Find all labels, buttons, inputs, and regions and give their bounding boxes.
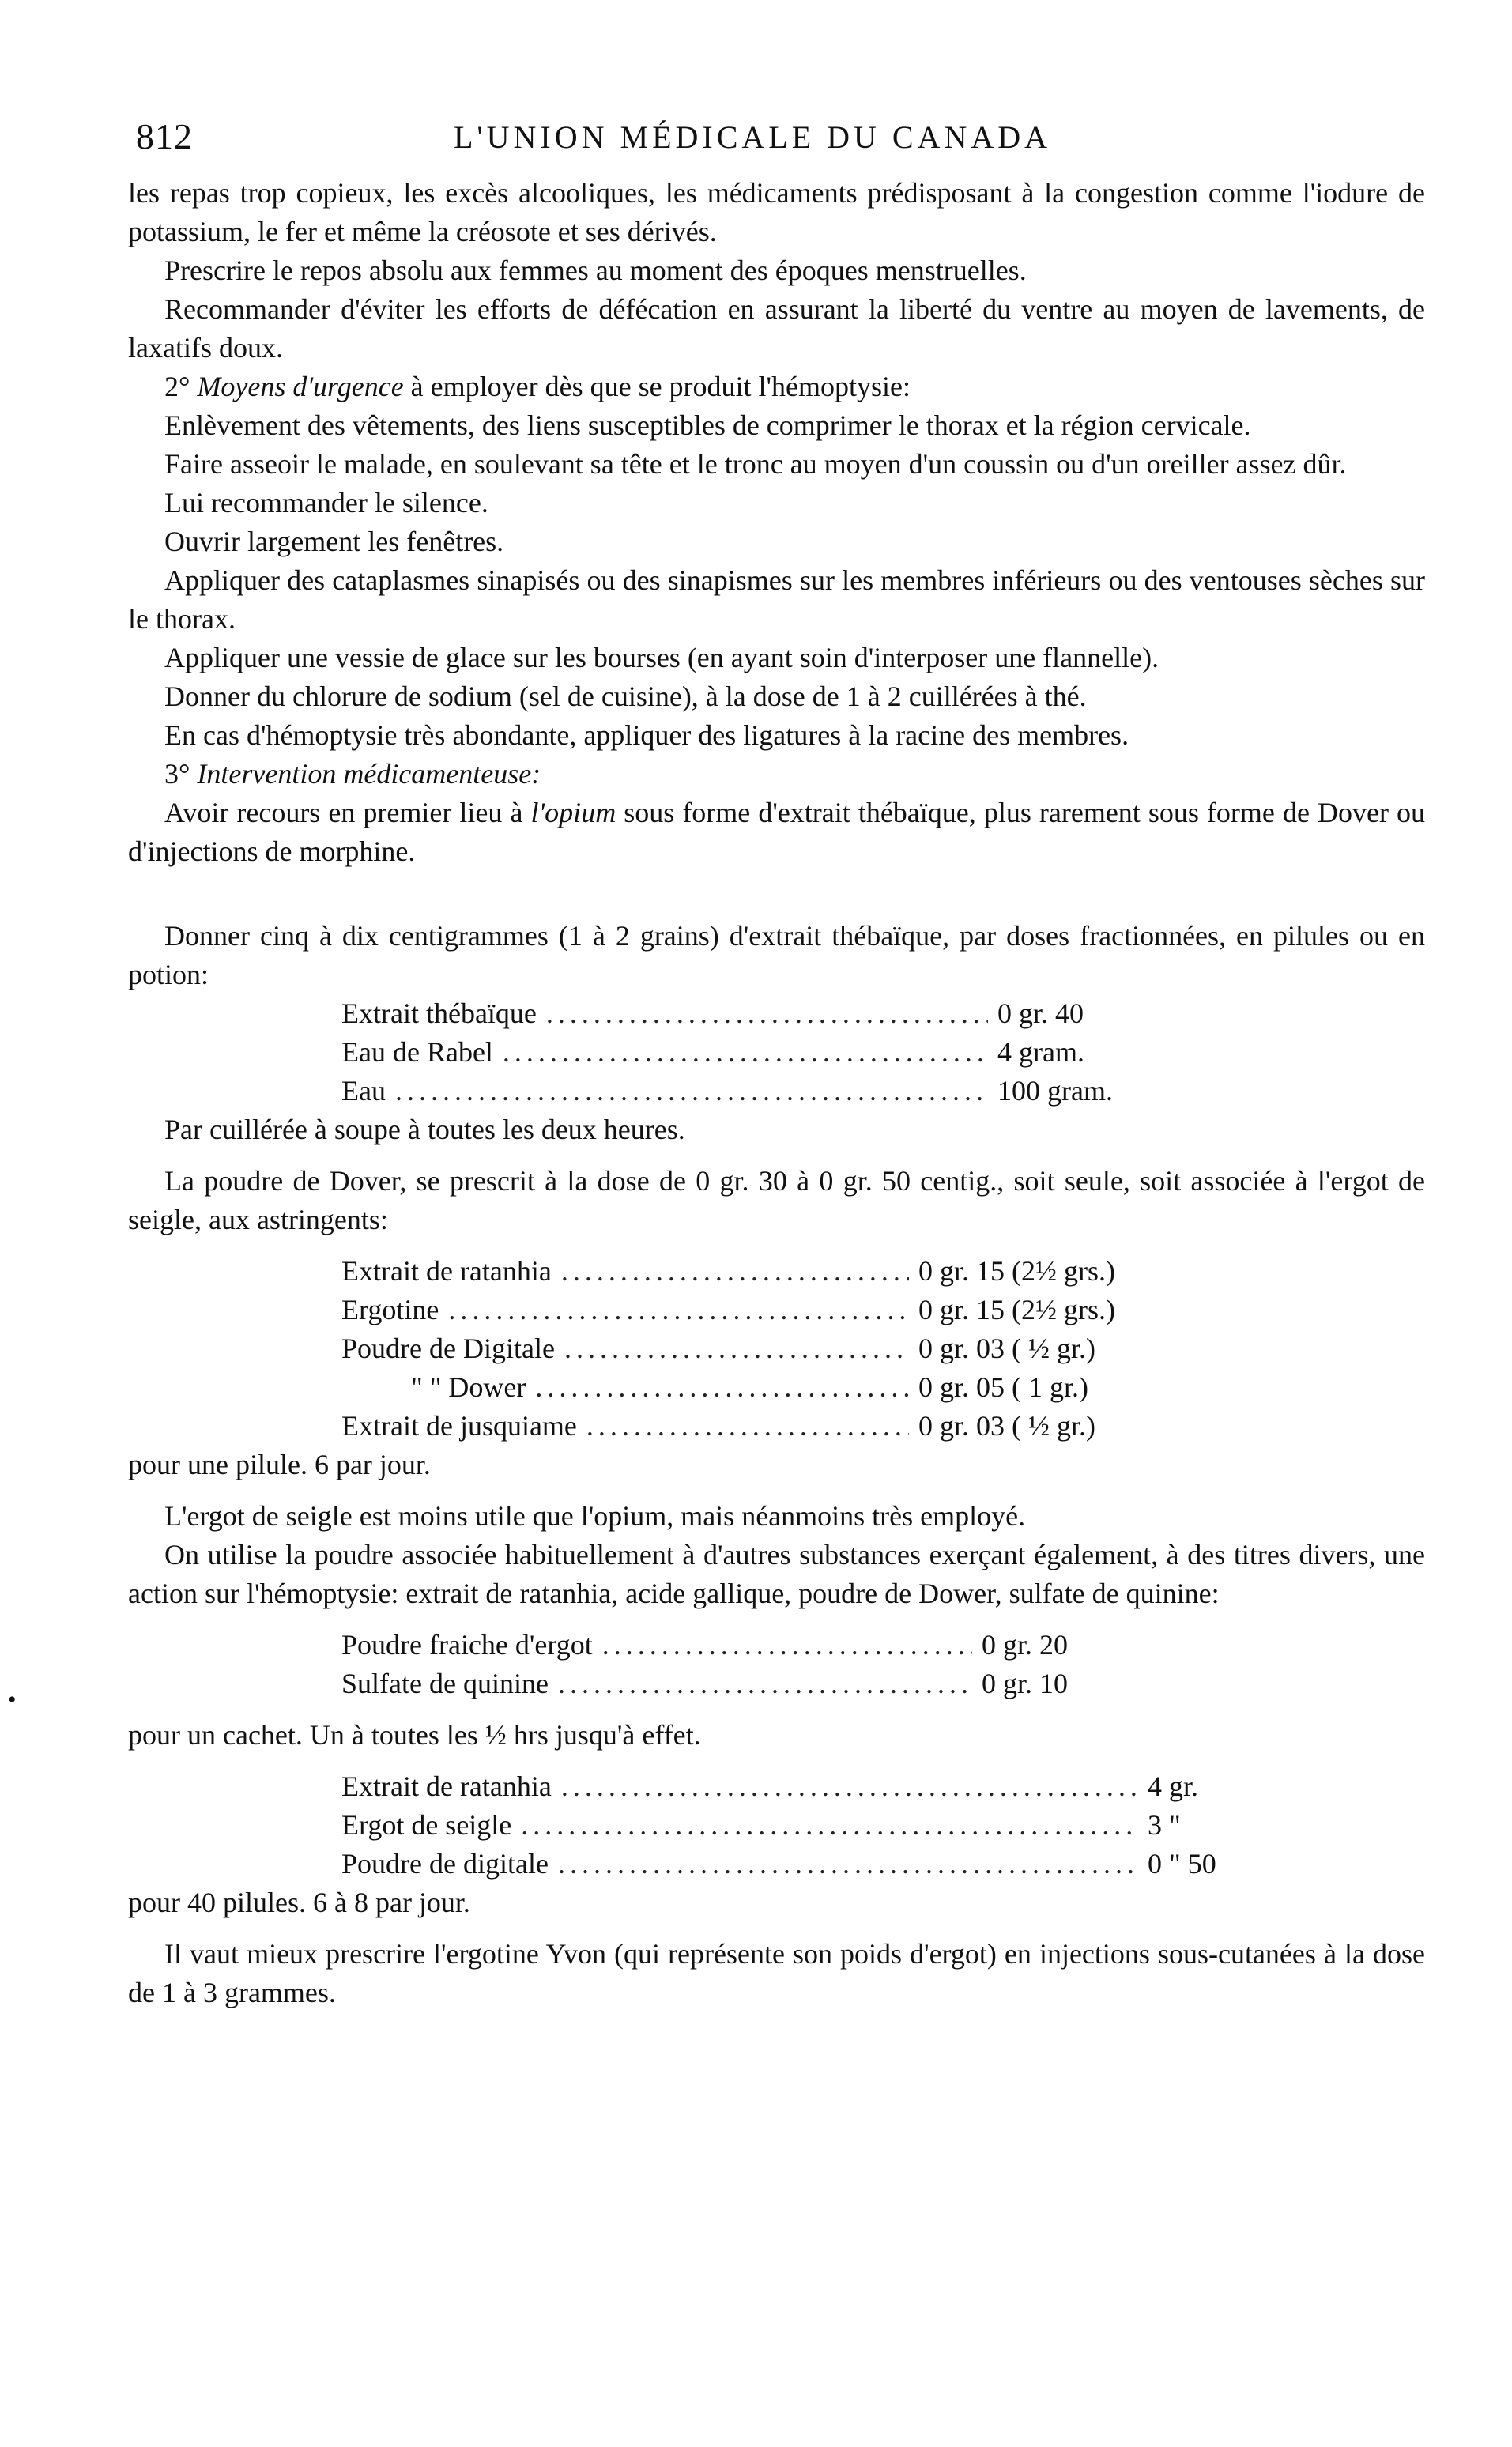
prescription-line: Extrait thébaïque ..... 0 gr. 40 bbox=[341, 994, 1148, 1033]
paragraph: Faire asseoir le malade, en soulevant sa tête et le tronc au moyen d'un coussin ou d'un oreiller assez dûr. bbox=[164, 448, 1347, 480]
paragraph: Recommander d'éviter les efforts de défécation en assurant la liberté du ventre au moyen de lavements, de laxatifs doux. bbox=[128, 293, 1425, 364]
paragraph: Par cuillérée à soupe à toutes les deux heures. bbox=[164, 1114, 685, 1145]
paragraph: Appliquer des cataplasmes sinapisés ou des sinapismes sur les membres inférieurs ou des ventouses sèches sur le thorax. bbox=[128, 564, 1425, 635]
section-number: 2° bbox=[164, 371, 190, 402]
prescription-dover bbox=[341, 1252, 1250, 1446]
prescription-line: Poudre de Digitale ..... 0 gr. 03 ( ½ gr.) bbox=[341, 1329, 1250, 1368]
paragraph: En cas d'hémoptysie très abondante, appliquer des ligatures à la racine des membres. bbox=[164, 719, 1129, 751]
document-body bbox=[128, 174, 1425, 2012]
paragraph: Enlèvement des vêtements, des liens susceptibles de comprimer le thorax et la région cervicale. bbox=[164, 409, 1251, 441]
prescription-pills bbox=[341, 1767, 1282, 1883]
paragraph: Ouvrir largement les fenêtres. bbox=[164, 526, 504, 557]
section-title: Intervention médicamenteuse: bbox=[197, 758, 541, 790]
paragraph: Prescrire le repos absolu aux femmes au moment des époques menstruelles. bbox=[164, 255, 1027, 286]
prescription-line: Poudre de digitale ..... 0 " 50 bbox=[341, 1845, 1282, 1883]
page-header bbox=[128, 103, 1425, 174]
paragraph: Appliquer une vessie de glace sur les bourses (en ayant soin d'interposer une flannelle). bbox=[164, 642, 1159, 673]
prescription-line: Extrait de ratanhia ..... 0 gr. 15 (2½ grs.) bbox=[341, 1252, 1250, 1291]
prescription-line: Ergot de seigle ..... 3 " bbox=[341, 1806, 1282, 1845]
paragraph: L'ergot de seigle est moins utile que l'opium, mais néanmoins très employé. bbox=[164, 1500, 1026, 1532]
prescription-ergot bbox=[341, 1626, 1148, 1703]
paragraph: les repas trop copieux, les excès alcooliques, les médicaments prédisposant à la congestion comme l'iodure de potassium, le fer et même la créosote et ses dérivés. bbox=[128, 177, 1425, 247]
prescription-line: " " Dower ..... 0 gr. 05 ( 1 gr.) bbox=[341, 1368, 1250, 1407]
margin-mark: • bbox=[8, 1687, 17, 1713]
prescription-line: Ergotine ..... 0 gr. 15 (2½ grs.) bbox=[341, 1291, 1250, 1329]
paragraph: La poudre de Dover, se prescrit à la dose de 0 gr. 30 à 0 gr. 50 centig., soit seule, soit associée à l'ergot de seigle, aux astringents: bbox=[128, 1165, 1425, 1235]
paragraph: pour 40 pilules. 6 à 8 par jour. bbox=[128, 1887, 470, 1918]
prescription-line: Sulfate de quinine ..... 0 gr. 10 bbox=[341, 1665, 1148, 1703]
running-title: L'UNION MÉDICALE DU CANADA bbox=[454, 119, 1052, 155]
opium-term: l'opium bbox=[530, 797, 616, 828]
section-title: Moyens d'urgence bbox=[197, 371, 404, 402]
paragraph: pour une pilule. 6 par jour. bbox=[128, 1449, 431, 1480]
prescription-line: Eau ..... 100 gram. bbox=[341, 1072, 1148, 1110]
prescription-line: Eau de Rabel ..... 4 gram. bbox=[341, 1033, 1148, 1072]
prescription-line: Extrait de ratanhia ..... 4 gr. bbox=[341, 1767, 1282, 1806]
section-text: à employer dès que se produit l'hémoptysie: bbox=[403, 371, 911, 402]
prescription-line: Extrait de jusquiame ..... 0 gr. 03 ( ½ gr.) bbox=[341, 1407, 1250, 1446]
paragraph: Donner du chlorure de sodium (sel de cuisine), à la dose de 1 à 2 cuillérées à thé. bbox=[164, 681, 1087, 712]
paragraph: pour un cachet. Un à toutes les ½ hrs jusqu'à effet. bbox=[128, 1719, 701, 1751]
prescription-opium bbox=[341, 994, 1148, 1110]
page-number: 812 bbox=[136, 116, 193, 156]
paragraph: Avoir recours en premier lieu à l'opium sous forme d'extrait thébaïque, plus rarement sous forme de Dover ou d'injections de morphine. bbox=[128, 797, 1426, 867]
section-heading-3 bbox=[128, 755, 1425, 794]
paragraph: Lui recommander le silence. bbox=[164, 487, 488, 518]
paragraph: On utilise la poudre associée habituellement à d'autres substances exerçant également, à des titres divers, une action sur l'hémoptysie: extrait de ratanhia, acide gallique, poudre de Dower, sulfate de quinine: bbox=[128, 1539, 1425, 1609]
section-heading-2 bbox=[128, 368, 1425, 406]
paragraph: Il vaut mieux prescrire l'ergotine Yvon (qui représente son poids d'ergot) en injections sous-cutanées à la dose de 1 à 3 grammes. bbox=[128, 1938, 1425, 2008]
prescription-line: Poudre fraiche d'ergot ..... 0 gr. 20 bbox=[341, 1626, 1148, 1665]
paragraph: Donner cinq à dix centigrammes (1 à 2 grains) d'extrait thébaïque, par doses fractionnées, en pilules ou en potion: bbox=[128, 920, 1425, 990]
section-number: 3° bbox=[164, 758, 190, 790]
